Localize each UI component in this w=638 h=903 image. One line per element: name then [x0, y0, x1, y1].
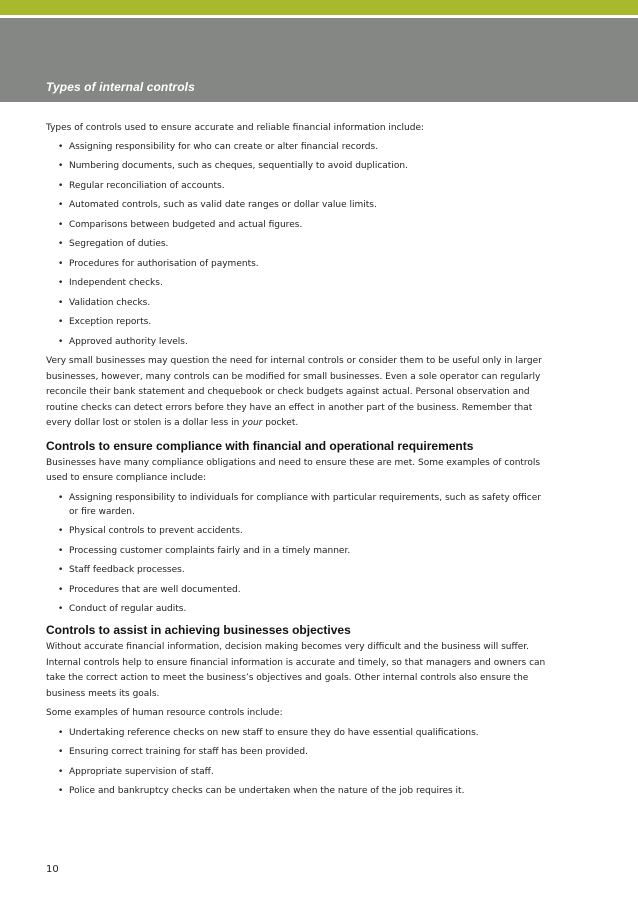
section2-list [46, 491, 546, 617]
list-item: • Processing customer complaints fairly and in a timely manner. [58, 545, 351, 556]
bullet-icon: • [58, 526, 64, 536]
section3-paragraph: Without accurate financial information, decision making becomes very difficult and the business will suffer. Internal controls help to ensure financial information is accurate and timely, so that managers and owners can take the correct action to meet the business’s objectives and goals. Other internal controls also ensure the business meets its goals. [46, 642, 546, 699]
page-content [46, 121, 546, 804]
bullet-icon: • [58, 604, 64, 614]
list-item: • Exception reports. [58, 317, 152, 327]
section2-intro: Businesses have many compliance obligations and need to ensure these are met. Some examples of controls used to ensure compliance include: [46, 457, 541, 483]
section1-closing: Very small businesses may question the need for internal controls or consider them to be useful only in larger businesses, however, many controls can be modified for small businesses. Even a sole operator can regularly reconcile their bank statement and chequebook or check budgets against actual. Personal observation and routine checks can detect errors before they have an effect in another part of the business. Remember that every dollar lost or stolen is a dollar less in your pocket. [46, 356, 542, 428]
list-item: • Police and bankruptcy checks can be undertaken when the nature of the job requires it. [58, 786, 465, 796]
list-item: • Procedures that are well documented. [58, 584, 241, 595]
emphasis-your: your [242, 418, 263, 428]
list-item: • Staff feedback processes. [58, 565, 185, 575]
section1-intro: Types of controls used to ensure accurate and reliable financial information include: [46, 123, 425, 133]
section3-intro: Some examples of human resource controls include: [46, 708, 283, 718]
list-item: • Procedures for authorisation of payments. [58, 258, 259, 269]
bullet-icon: • [58, 161, 64, 171]
list-item: • Validation checks. [58, 297, 151, 308]
bullet-icon: • [58, 786, 64, 796]
bullet-icon: • [58, 727, 64, 738]
bullet-icon: • [58, 239, 64, 249]
list-item: • Automated controls, such as valid date ranges or dollar value limits. [58, 200, 377, 210]
bullet-icon: • [58, 258, 64, 269]
list-item: • Independent checks. [58, 278, 163, 288]
section3-list [46, 726, 546, 799]
bullet-icon: • [58, 747, 64, 757]
list-item: • Undertaking reference checks on new staff to ensure they do have essential qualifications. [58, 727, 479, 738]
bullet-icon: • [58, 565, 64, 575]
list-item: • Approved authority levels. [58, 336, 188, 347]
bullet-icon: • [58, 278, 64, 288]
bullet-icon: • [58, 766, 64, 777]
bullet-icon: • [58, 297, 64, 308]
bullet-icon: • [58, 200, 64, 210]
section1-list [46, 140, 546, 349]
list-item: • Ensuring correct training for staff has been provided. [58, 747, 308, 757]
list-item: • Physical controls to prevent accidents. [58, 526, 243, 536]
section2-heading: Controls to ensure compliance with financial and operational requirements [46, 438, 474, 453]
list-item: • Appropriate supervision of staff. [58, 766, 214, 777]
list-item: • Numbering documents, such as cheques, sequentially to avoid duplication. [58, 161, 408, 171]
section3-heading: Controls to assist in achieving businesses objectives [46, 623, 351, 637]
list-item: • Segregation of duties. [58, 239, 169, 249]
bullet-icon: • [58, 492, 64, 503]
list-item: • Regular reconciliation of accounts. [58, 180, 225, 191]
list-item: • Conduct of regular audits. [58, 604, 187, 614]
page-number: 10 [46, 864, 59, 875]
bullet-icon: • [58, 584, 64, 595]
banner-title: Types of internal controls [46, 80, 195, 94]
bullet-icon: • [58, 219, 64, 230]
bullet-icon: • [58, 180, 64, 191]
bullet-icon: • [58, 141, 64, 152]
top-accent-bar [0, 0, 638, 15]
list-item: • Assigning responsibility for who can create or alter financial records. [58, 141, 379, 152]
list-item: • Assigning responsibility to individuals for compliance with particular requirements, such as safety officer or fire warden. [58, 492, 541, 517]
bullet-icon: • [58, 317, 64, 327]
bullet-icon: • [58, 545, 64, 556]
bullet-icon: • [58, 336, 64, 347]
list-item: • Comparisons between budgeted and actual figures. [58, 219, 303, 230]
